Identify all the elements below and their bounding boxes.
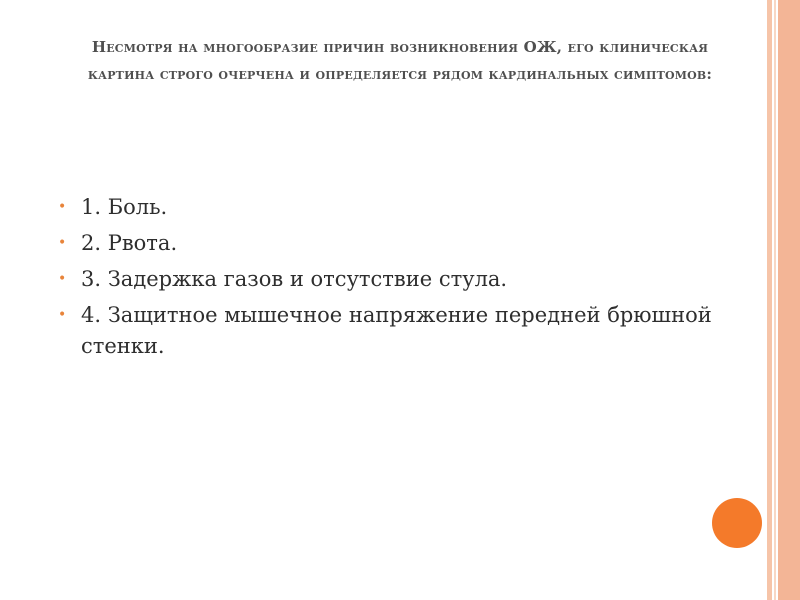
- bullet-icon: •: [58, 307, 67, 323]
- bullet-icon: •: [58, 271, 67, 287]
- decorative-stripe: [774, 0, 776, 600]
- bullet-icon: •: [58, 235, 67, 251]
- list-item: [58, 264, 748, 295]
- list-item-text: 2. Рвота.: [81, 231, 178, 255]
- list-item-text: 1. Боль.: [81, 195, 168, 219]
- symptom-list: [58, 192, 748, 367]
- decorative-circle-icon: [712, 498, 762, 548]
- list-item-text: 4. Защитное мышечное напряжение передней брюшной стенки.: [81, 303, 712, 358]
- list-item: [58, 192, 748, 223]
- list-item: [58, 228, 748, 259]
- slide-title: Несмотря на многообразие причин возникновения ОЖ, его клиническая картина строго очерчена и определяется рядом кардинальных симптомов:: [87, 38, 713, 83]
- list-item: [58, 300, 748, 362]
- bullet-icon: •: [58, 199, 67, 215]
- list-item-text: 3. Задержка газов и отсутствие стула.: [81, 267, 508, 291]
- decorative-stripe: [767, 0, 772, 600]
- decorative-stripe: [778, 0, 800, 600]
